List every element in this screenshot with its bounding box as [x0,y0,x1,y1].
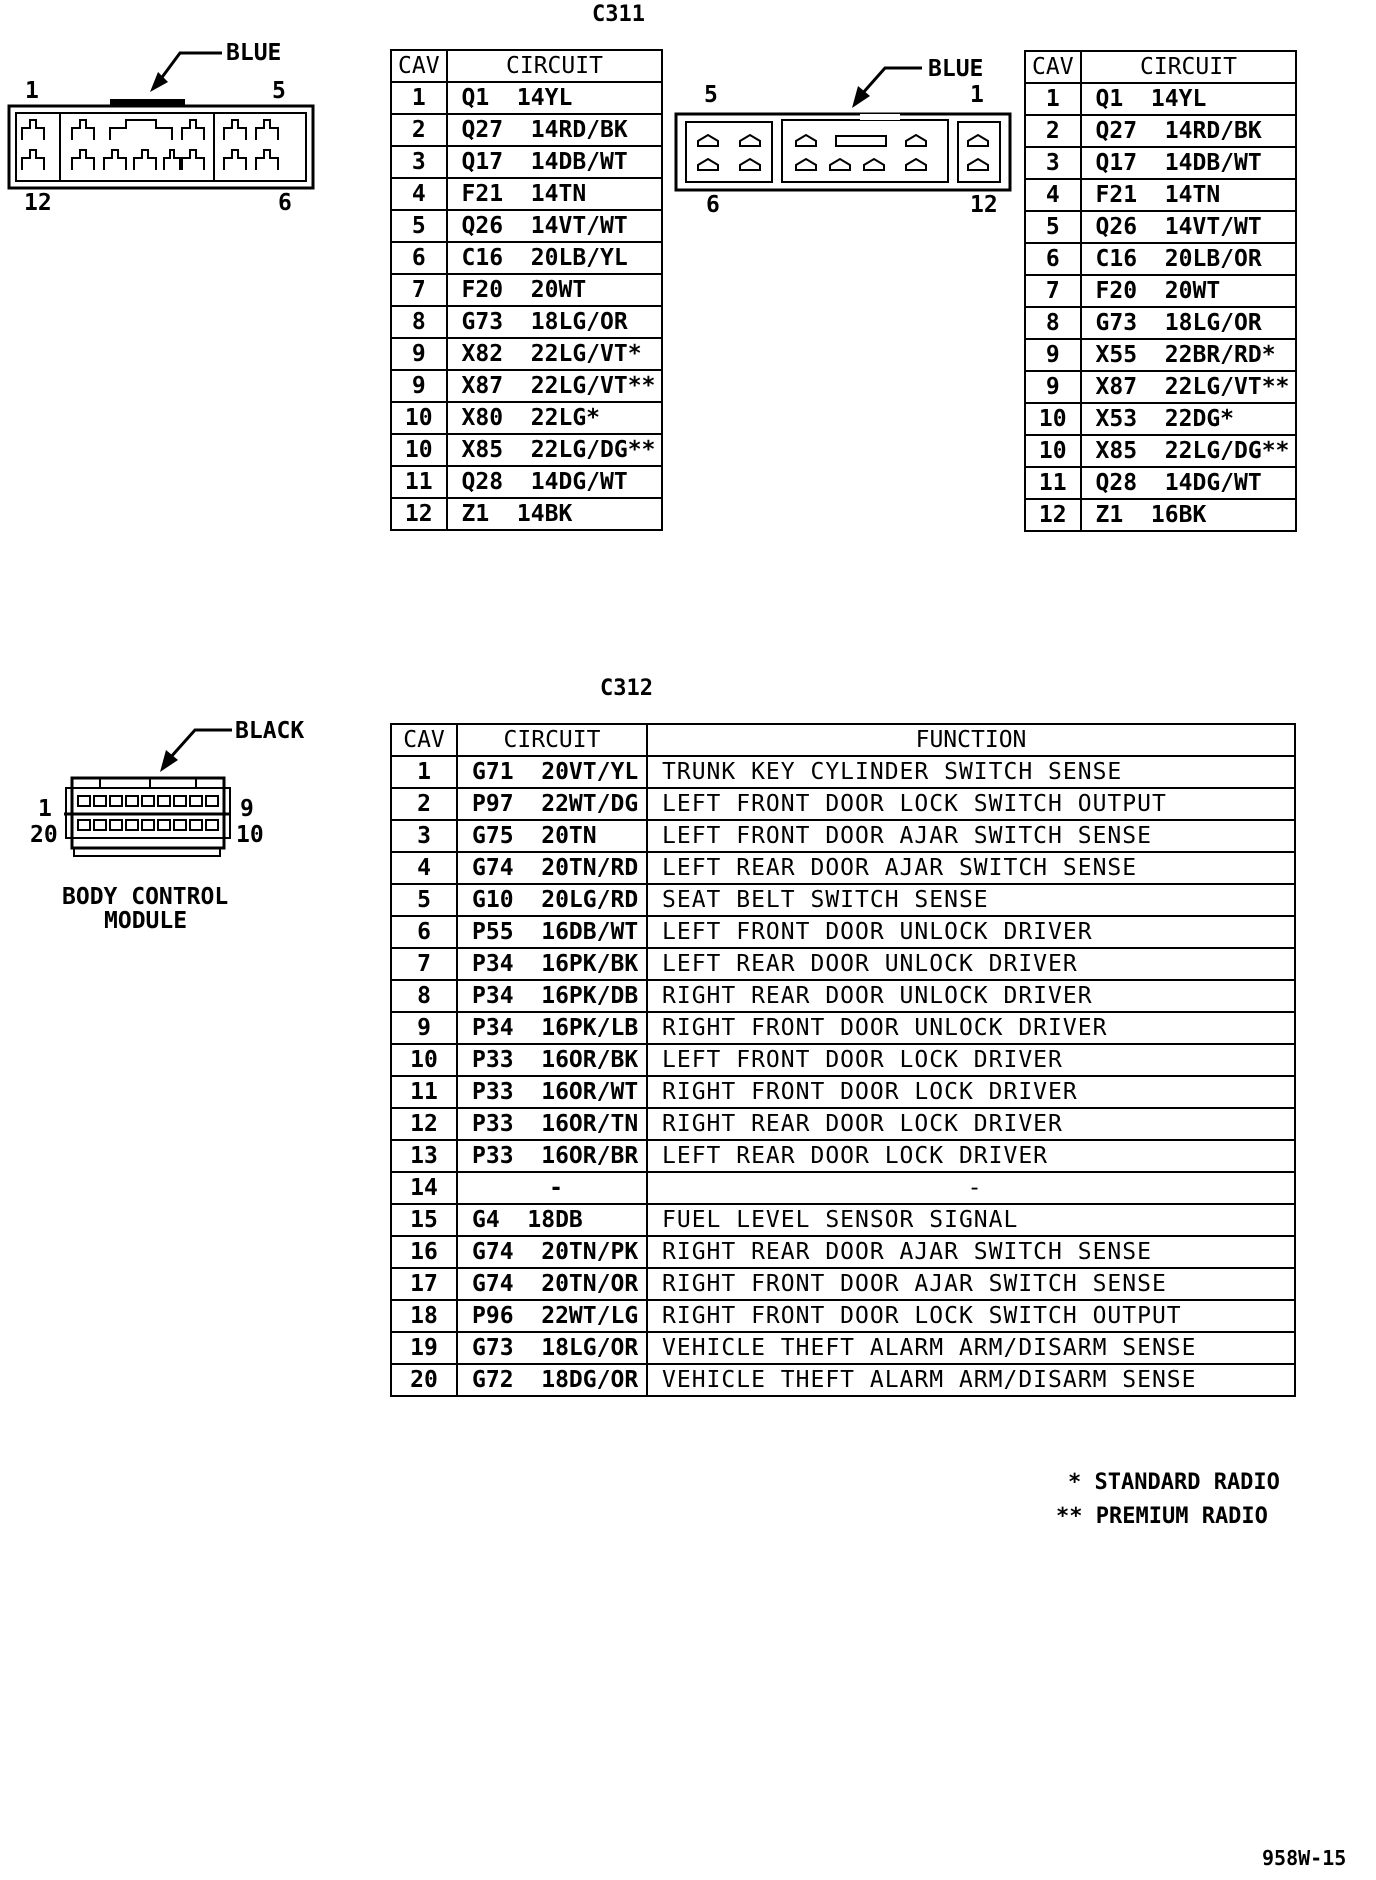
c311-left-circuit-cell: G73 18LG/OR [447,306,663,338]
c311-left-circuit-cell: X82 22LG/VT* [447,338,663,370]
c312-function-cell: - [647,1172,1295,1204]
c311-left-cav-cell: 8 [391,306,447,338]
c312-circuit-cell: G74 20TN/PK [457,1236,647,1268]
c312-cav-cell: 16 [391,1236,457,1268]
c312-cav-cell: 5 [391,884,457,916]
c312-cav-cell: 11 [391,1076,457,1108]
c311-right-header-circuit: CIRCUIT [1081,51,1297,83]
c311-right-pin-12: 12 [970,192,998,218]
c311-right-row [1025,211,1296,243]
c311-right-circuit-cell: Q27 14RD/BK [1081,115,1297,147]
c312-function-cell: LEFT FRONT DOOR UNLOCK DRIVER [647,916,1295,948]
c312-circuit-cell: G10 20LG/RD [457,884,647,916]
c312-function-cell: FUEL LEVEL SENSOR SIGNAL [647,1204,1295,1236]
c312-cav-cell: 19 [391,1332,457,1364]
c311-left-circuit-cell: Q1 14YL [447,82,663,114]
c312-row [391,1364,1295,1396]
c312-row [391,1076,1295,1108]
c311-right-row [1025,467,1296,499]
c311-left-circuit-cell: F20 20WT [447,274,663,306]
c312-circuit-cell: G75 20TN [457,820,647,852]
c312-pin-1: 1 [38,796,52,822]
c312-function-cell: LEFT REAR DOOR UNLOCK DRIVER [647,948,1295,980]
c312-cav-cell: 18 [391,1300,457,1332]
c312-function-cell: RIGHT FRONT DOOR AJAR SWITCH SENSE [647,1268,1295,1300]
c311-right-pin-6: 6 [706,192,720,218]
c311-left-cav-cell: 10 [391,434,447,466]
c312-function-cell: RIGHT REAR DOOR AJAR SWITCH SENSE [647,1236,1295,1268]
c312-cav-cell: 9 [391,1012,457,1044]
c311-right-cav-cell: 7 [1025,275,1081,307]
c312-cav-cell: 10 [391,1044,457,1076]
c312-color-label: BLACK [235,718,305,744]
c311-right-cav-cell: 1 [1025,83,1081,115]
c312-cav-cell: 3 [391,820,457,852]
c312-circuit-cell: P33 16OR/WT [457,1076,647,1108]
c311-right-cav-cell: 10 [1025,403,1081,435]
c312-circuit-cell: P33 16OR/TN [457,1108,647,1140]
c312-circuit-cell: G71 20VT/YL [457,756,647,788]
c312-function-cell: RIGHT REAR DOOR UNLOCK DRIVER [647,980,1295,1012]
c311-right-circuit-cell: Q26 14VT/WT [1081,211,1297,243]
c312-function-cell: RIGHT FRONT DOOR UNLOCK DRIVER [647,1012,1295,1044]
c312-row [391,1108,1295,1140]
c312-circuit-cell: P97 22WT/DG [457,788,647,820]
c312-circuit-cell: P96 22WT/LG [457,1300,647,1332]
c311-left-row [391,434,662,466]
c311-right-pin-1: 1 [970,82,984,108]
c311-right-row [1025,403,1296,435]
c311-right-circuit-cell: X87 22LG/VT** [1081,371,1297,403]
c311-right-circuit-cell: Q28 14DG/WT [1081,467,1297,499]
c312-cav-cell: 20 [391,1364,457,1396]
c312-cav-cell: 15 [391,1204,457,1236]
c311-right-cav-cell: 5 [1025,211,1081,243]
c311-left-circuit-cell: Q17 14DB/WT [447,146,663,178]
c311-right-cav-cell: 6 [1025,243,1081,275]
c311-right-header-cav: CAV [1025,51,1081,83]
c312-cav-cell: 4 [391,852,457,884]
c311-left-header-cav: CAV [391,50,447,82]
c311-left-circuit-cell: X87 22LG/VT** [447,370,663,402]
c312-circuit-cell: P33 16OR/BK [457,1044,647,1076]
c312-row [391,1332,1295,1364]
c312-connector-shape [0,0,330,880]
c311-right-cav-cell: 9 [1025,371,1081,403]
c312-pin-20: 20 [30,822,58,848]
c312-cav-cell: 14 [391,1172,457,1204]
c312-cav-cell: 17 [391,1268,457,1300]
c312-pin-9: 9 [240,796,254,822]
c311-left-cav-cell: 4 [391,178,447,210]
c312-row [391,884,1295,916]
c311-left-pin-12: 12 [24,190,52,216]
c311-left-row [391,498,662,530]
c312-circuit-cell: - [457,1172,647,1204]
c311-left-cav-cell: 9 [391,370,447,402]
c311-right-row [1025,307,1296,339]
c311-right-cav-cell: 9 [1025,339,1081,371]
c311-right-circuit-cell: X85 22LG/DG** [1081,435,1297,467]
c311-right-cav-cell: 3 [1025,147,1081,179]
c311-left-cav-cell: 2 [391,114,447,146]
c312-function-cell: TRUNK KEY CYLINDER SWITCH SENSE [647,756,1295,788]
c312-circuit-cell: G74 20TN/RD [457,852,647,884]
c312-function-cell: RIGHT FRONT DOOR LOCK SWITCH OUTPUT [647,1300,1295,1332]
c312-row [391,1172,1295,1204]
c311-right-cav-cell: 4 [1025,179,1081,211]
c311-right-cav-cell: 8 [1025,307,1081,339]
c312-function-cell: LEFT REAR DOOR AJAR SWITCH SENSE [647,852,1295,884]
c312-cav-cell: 8 [391,980,457,1012]
note-standard-radio: * STANDARD RADIO [1068,1470,1280,1495]
c311-left-circuit-cell: X85 22LG/DG** [447,434,663,466]
c311-right-row [1025,83,1296,115]
c312-circuit-cell: G72 18DG/OR [457,1364,647,1396]
c311-right-circuit-cell: G73 18LG/OR [1081,307,1297,339]
figure-id: 958W-15 [1262,1846,1347,1870]
c312-circuit-cell: P55 16DB/WT [457,916,647,948]
c311-left-row [391,466,662,498]
c312-header-cav: CAV [391,724,457,756]
c312-row [391,948,1295,980]
c312-header-function: FUNCTION [647,724,1295,756]
c312-title: C312 [600,676,653,701]
c312-row [391,916,1295,948]
c311-right-cav-cell: 10 [1025,435,1081,467]
c311-right-row [1025,339,1296,371]
c311-right-circuit-cell: Z1 16BK [1081,499,1297,531]
c312-function-cell: LEFT FRONT DOOR LOCK SWITCH OUTPUT [647,788,1295,820]
c311-right-cav-cell: 11 [1025,467,1081,499]
c311-left-circuit-cell: Z1 14BK [447,498,663,530]
c311-left-row [391,242,662,274]
c311-right-circuit-cell: F20 20WT [1081,275,1297,307]
c311-left-row [391,402,662,434]
c311-right-row [1025,499,1296,531]
c312-pin-10: 10 [236,822,264,848]
c311-right-circuit-cell: Q17 14DB/WT [1081,147,1297,179]
c312-row [391,852,1295,884]
c311-left-cav-cell: 3 [391,146,447,178]
c312-circuit-cell: G74 20TN/OR [457,1268,647,1300]
c312-function-cell: SEAT BELT SWITCH SENSE [647,884,1295,916]
c312-row [391,1204,1295,1236]
c311-right-table [1024,50,1297,532]
c311-left-row [391,274,662,306]
c312-row [391,1012,1295,1044]
c312-function-cell: LEFT FRONT DOOR LOCK DRIVER [647,1044,1295,1076]
c312-header-circuit: CIRCUIT [457,724,647,756]
c312-row [391,980,1295,1012]
c312-circuit-cell: G73 18LG/OR [457,1332,647,1364]
c311-left-cav-cell: 12 [391,498,447,530]
c312-row [391,1044,1295,1076]
c311-left-circuit-cell: X80 22LG* [447,402,663,434]
c311-left-circuit-cell: C16 20LB/YL [447,242,663,274]
c312-cav-cell: 7 [391,948,457,980]
c311-left-cav-cell: 11 [391,466,447,498]
c311-right-row [1025,371,1296,403]
c312-function-cell: RIGHT FRONT DOOR LOCK DRIVER [647,1076,1295,1108]
c311-right-cav-cell: 2 [1025,115,1081,147]
c312-row [391,820,1295,852]
c311-left-header-circuit: CIRCUIT [447,50,663,82]
c312-function-cell: VEHICLE THEFT ALARM ARM/DISARM SENSE [647,1364,1295,1396]
c311-left-row [391,306,662,338]
c311-left-cav-cell: 9 [391,338,447,370]
c312-circuit-cell: P34 16PK/LB [457,1012,647,1044]
c311-right-row [1025,275,1296,307]
c311-right-table-body [1025,83,1296,531]
c312-cav-cell: 6 [391,916,457,948]
c311-right-circuit-cell: Q1 14YL [1081,83,1297,115]
c312-cav-cell: 13 [391,1140,457,1172]
c311-left-row [391,338,662,370]
c311-left-circuit-cell: Q26 14VT/WT [447,210,663,242]
c311-right-cav-cell: 12 [1025,499,1081,531]
c312-row [391,756,1295,788]
c311-left-cav-cell: 6 [391,242,447,274]
c312-row [391,1300,1295,1332]
c311-left-pin-5: 5 [272,78,286,104]
c311-right-circuit-cell: X53 22DG* [1081,403,1297,435]
c311-left-cav-cell: 10 [391,402,447,434]
c312-function-cell: VEHICLE THEFT ALARM ARM/DISARM SENSE [647,1332,1295,1364]
c312-row [391,1268,1295,1300]
c311-right-pin-5: 5 [704,82,718,108]
c312-circuit-cell: G4 18DB [457,1204,647,1236]
c312-module-line2: MODULE [104,908,188,934]
c311-title: C311 [592,2,645,27]
c311-left-row [391,370,662,402]
c311-right-circuit-cell: X55 22BR/RD* [1081,339,1297,371]
c312-function-cell: RIGHT REAR DOOR LOCK DRIVER [647,1108,1295,1140]
c311-right-circuit-cell: F21 14TN [1081,179,1297,211]
c312-row [391,1140,1295,1172]
c311-left-cav-cell: 1 [391,82,447,114]
note-premium-radio: ** PREMIUM RADIO [1056,1504,1268,1529]
c311-left-cav-cell: 5 [391,210,447,242]
c311-right-row [1025,179,1296,211]
c312-circuit-cell: P34 16PK/DB [457,980,647,1012]
c311-left-circuit-cell: F21 14TN [447,178,663,210]
c312-function-cell: LEFT FRONT DOOR AJAR SWITCH SENSE [647,820,1295,852]
c312-row [391,788,1295,820]
c311-right-row [1025,147,1296,179]
c311-right-row [1025,435,1296,467]
c312-cav-cell: 2 [391,788,457,820]
c312-function-cell: LEFT REAR DOOR LOCK DRIVER [647,1140,1295,1172]
c311-right-row [1025,243,1296,275]
c311-left-pin-6: 6 [278,190,292,216]
c311-right-row [1025,115,1296,147]
c311-left-circuit-cell: Q28 14DG/WT [447,466,663,498]
c311-left-color-label: BLUE [226,40,282,66]
c312-row [391,1236,1295,1268]
c312-table [390,723,1296,1397]
c312-table-body [391,756,1295,1396]
c312-cav-cell: 12 [391,1108,457,1140]
c312-circuit-cell: P34 16PK/BK [457,948,647,980]
c312-cav-cell: 1 [391,756,457,788]
c312-circuit-cell: P33 16OR/BR [457,1140,647,1172]
c311-left-circuit-cell: Q27 14RD/BK [447,114,663,146]
c311-right-circuit-cell: C16 20LB/OR [1081,243,1297,275]
c311-right-color-label: BLUE [928,56,984,82]
c311-left-pin-1: 1 [25,78,39,104]
c311-left-cav-cell: 7 [391,274,447,306]
c312-module-line1: BODY CONTROL [62,884,229,910]
